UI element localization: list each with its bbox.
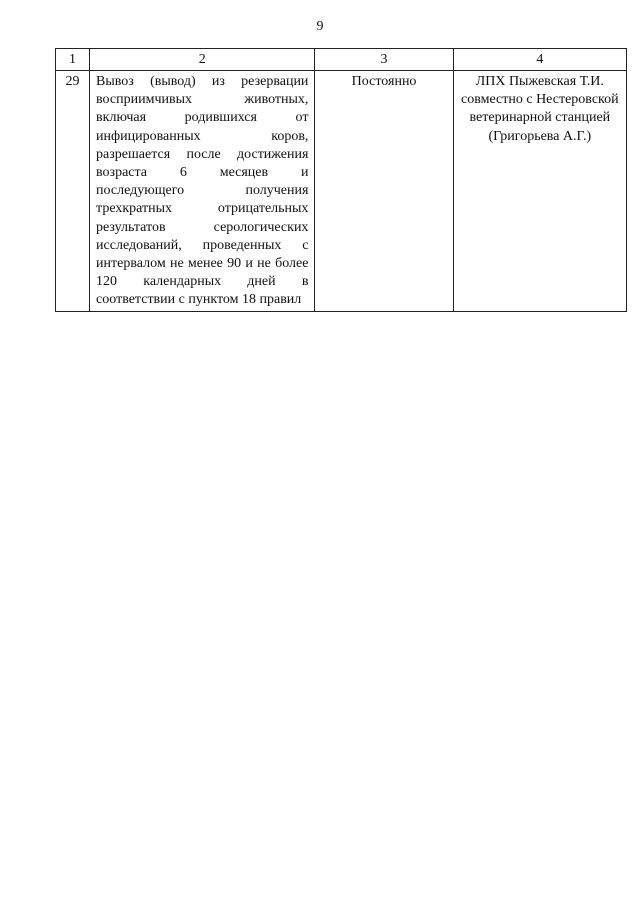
table-row — [56, 71, 627, 312]
row-number: 29 — [56, 71, 90, 312]
column-header-1: 1 — [56, 49, 90, 71]
page-number: 9 — [316, 19, 324, 34]
measures-table — [55, 48, 627, 312]
table-header-row — [56, 49, 627, 71]
column-header-4: 4 — [453, 49, 626, 71]
measure-responsible: ЛПХ Пыжевская Т.И. совместно с Нестеровской ветеринарной станцией (Григорьева А.Г.) — [453, 71, 626, 312]
column-header-3: 3 — [315, 49, 453, 71]
measure-description-text: Вывоз (вывод) из резервации восприимчивых животных, включая родившихся от инфицированных коров, разрешается после достижения возраста 6 месяцев и последующего получения трехкратных отрицательных результатов серологических исследований, проведенных с интервалом не менее 90 и не более 120 календарных дней в соответствии с пунктом 18 правил — [96, 74, 309, 308]
column-header-2: 2 — [90, 49, 315, 71]
measure-description — [90, 71, 315, 312]
measure-term: Постоянно — [315, 71, 453, 312]
